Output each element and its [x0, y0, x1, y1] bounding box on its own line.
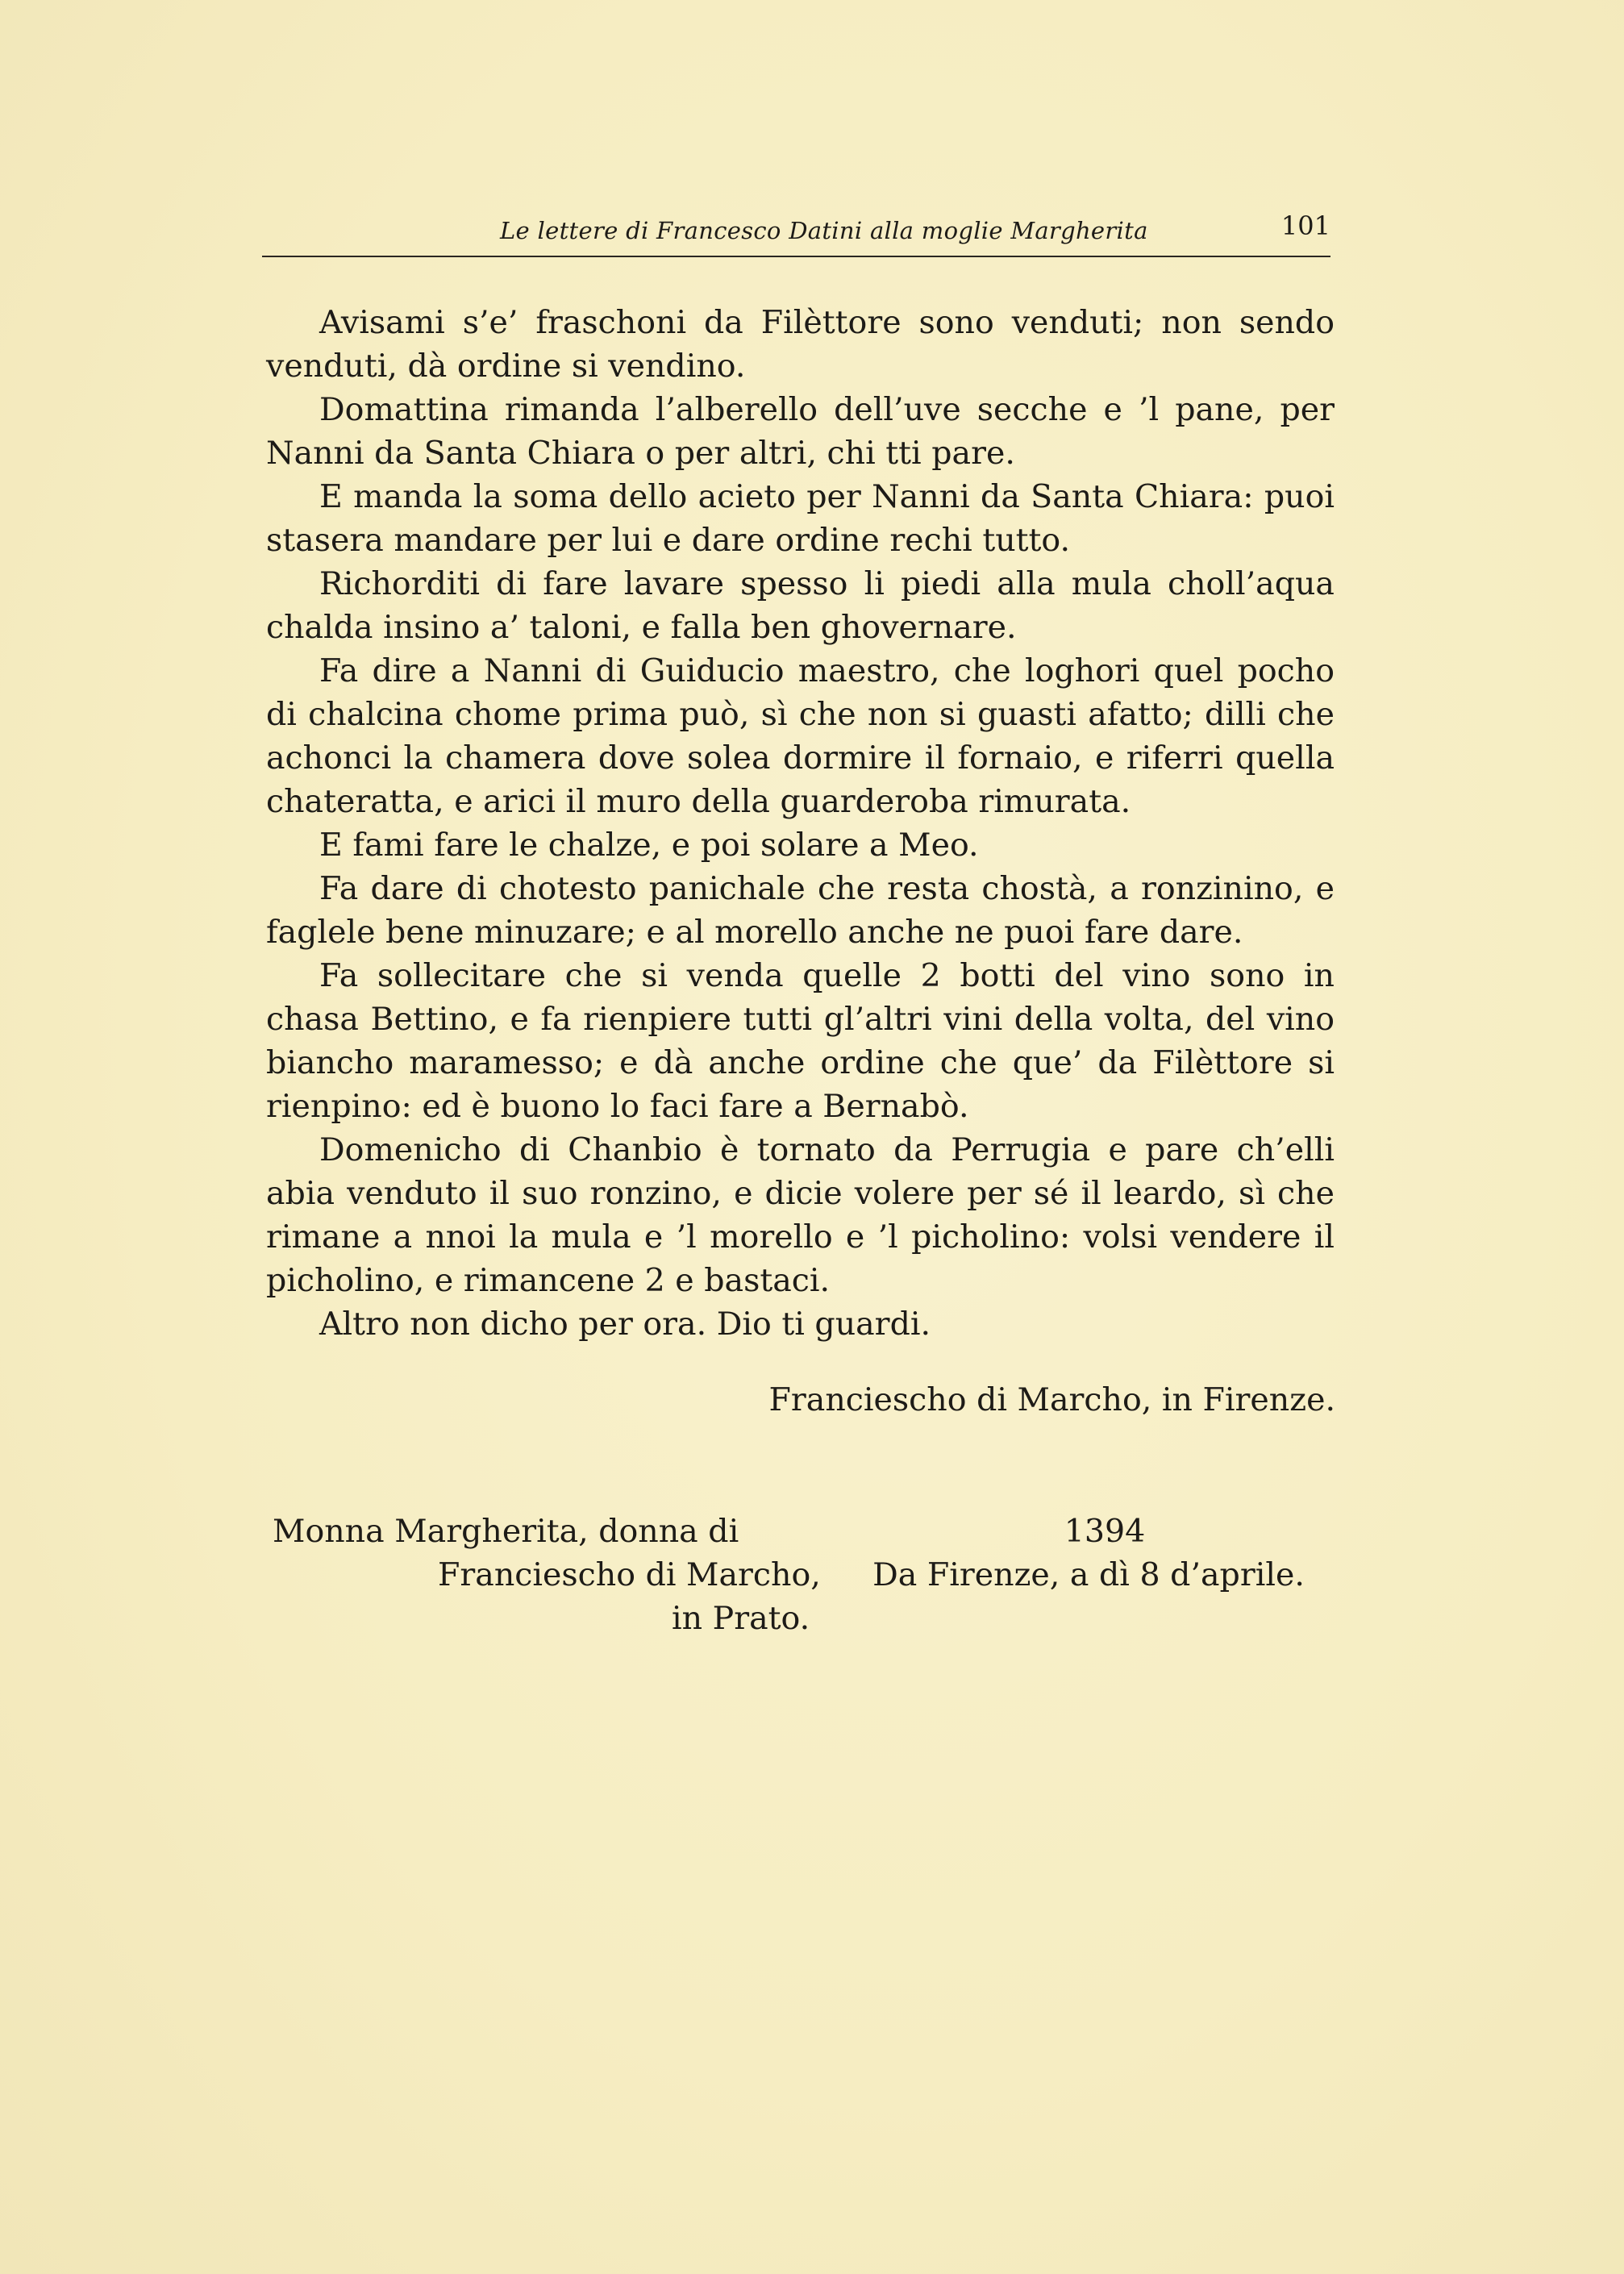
paragraph: Fa dare di chotesto panichale che resta chostà, a ronzinino, e faglele bene minuzare; e al morello anche ne puoi fare dare. [266, 870, 1335, 951]
header-rule [262, 256, 1330, 257]
letter-body [266, 301, 1335, 1346]
date-year: 1394 [1064, 1513, 1146, 1550]
address-block [273, 1510, 837, 1640]
paragraph: E manda la soma dello acieto per Nanni da Santa Chiara: puoi stasera mandare per lui e dare ordine rechi tutto. [266, 478, 1335, 559]
paragraph: E fami fare le chalze, e poi solare a Meo. [319, 827, 979, 864]
paragraph: Richorditi di fare lavare spesso li piedi alla mula choll’aqua chalda insino a’ taloni, e falla ben ghovernare. [266, 565, 1335, 646]
paragraph: Fa dire a Nanni di Guiducio maestro, che loghori quel pocho di chalcina chome prima può, sì che non si guasti afatto; dilli che achonci la chamera dove solea dormire il fornaio, e riferri quella chateratta, e arici il muro della guarderoba rimurata. [266, 652, 1335, 820]
address-line: Monna Margherita, donna di [273, 1513, 739, 1550]
paragraph: Fa sollecitare che si venda quelle 2 botti del vino sono in chasa Bettino, e fa rienpiere tutti gl’altri vini della volta, del vino biancho maramesso; e dà anche ordine che que’ da Filèttore si rienpino: ed è buono lo faci fare a Bernabò. [266, 957, 1335, 1125]
paragraph: Domenicho di Chanbio è tornato da Perrugia e pare ch’elli abia venduto il suo ronzino, e dicie volere per sé il leardo, sì che rimane a nnoi la mula e ’l morello e ’l picholino: volsi vendere il picholino, e rimancene 2 e bastaci. [266, 1131, 1335, 1299]
address-line: Franciescho di Marcho, [438, 1556, 821, 1593]
paragraph: Domattina rimanda l’alberello dell’uve secche e ’l pane, per Nanni da Santa Chiara o per altri, chi tti pare. [266, 391, 1335, 472]
address-line: in Prato. [672, 1600, 810, 1637]
signature: Franciescho di Marcho, in Firenze. [768, 1381, 1335, 1418]
closing-line: Altro non dicho per ora. Dio ti guardi. [319, 1306, 931, 1343]
running-title: Le lettere di Francesco Datini alla moglie Margherita [500, 217, 1148, 244]
page-header [262, 206, 1330, 262]
page-number: 101 [1280, 210, 1330, 241]
paragraph: Avisami s’e’ fraschoni da Filèttore sono venduti; non sendo venduti, dà ordine si vendino. [266, 304, 1335, 385]
date-place: Da Firenze, a dì 8 d’aprile. [872, 1556, 1305, 1593]
dateline [871, 1510, 1306, 1597]
